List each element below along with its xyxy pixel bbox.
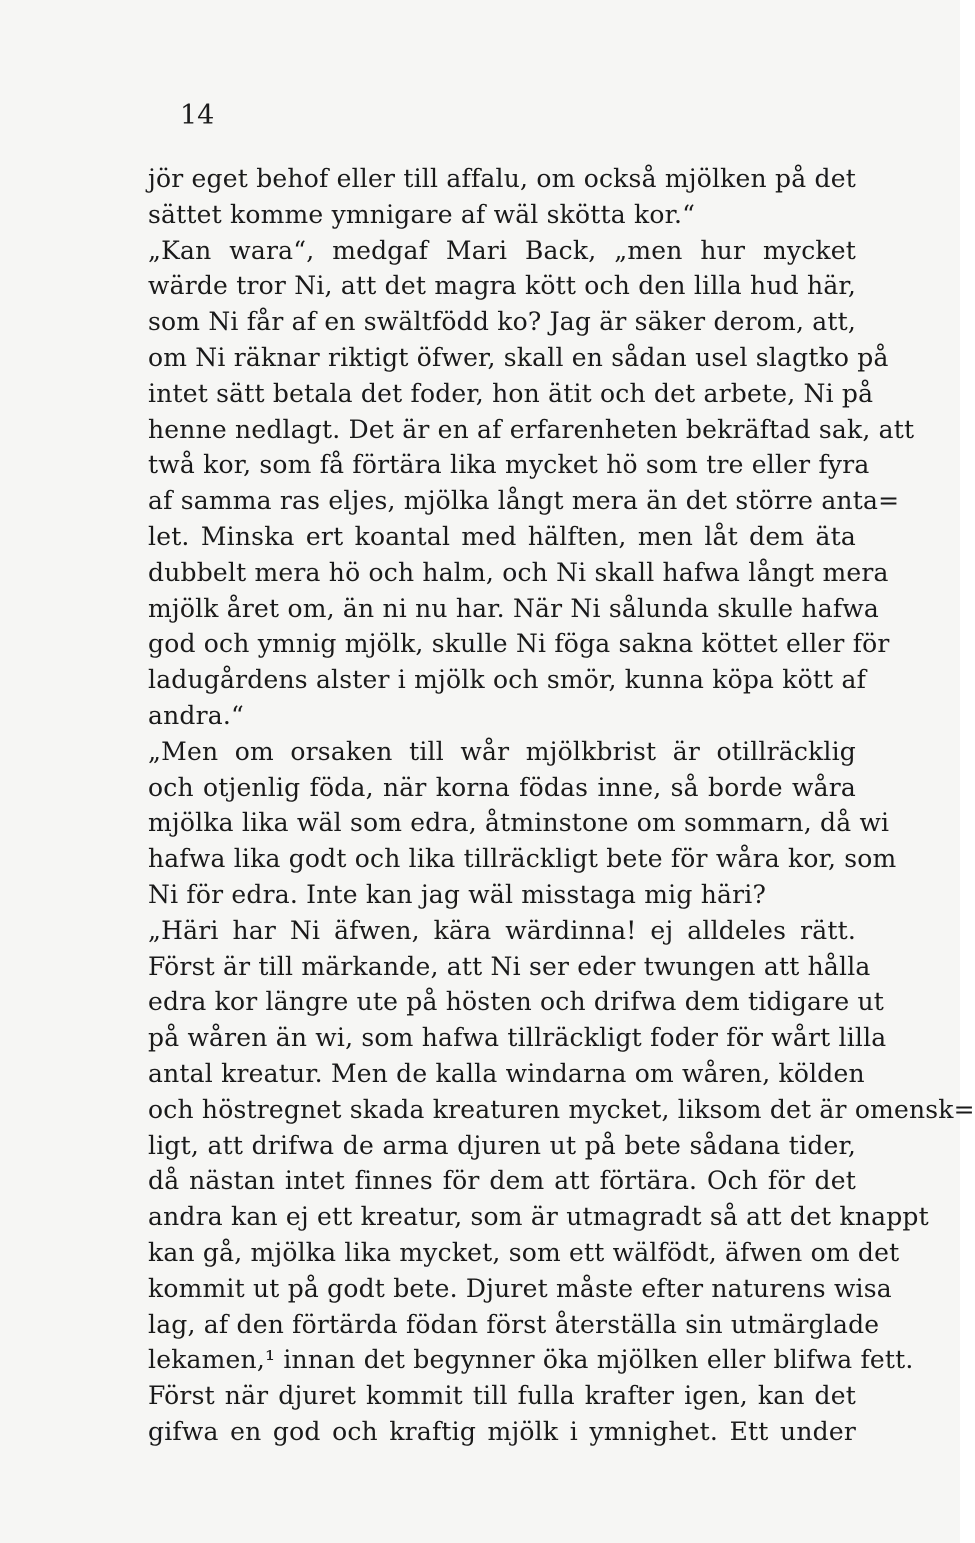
text-line: edra kor längre ute på hösten och drifwa dem tidigare ut <box>148 987 885 1017</box>
text-line: andra.“ <box>148 700 244 730</box>
text-line: let. Minska ert koantal med hälften, men låt dem äta <box>148 521 856 551</box>
text-line: Ni för edra. Inte kan jag wäl misstaga mig häri? <box>148 879 767 909</box>
text-line: antal kreatur. Men de kalla windarna om wåren, kölden <box>148 1058 865 1088</box>
text-line: wärde tror Ni, att det magra kött och den lilla hud här, <box>148 271 856 301</box>
text-line: mjölk året om, än ni nu har. När Ni sålunda skulle hafwa <box>148 593 879 623</box>
text-line: „Häri har Ni äfwen, kära wärdinna! ej alldeles rätt. <box>148 915 856 945</box>
text-line: „Kan wara“, medgaf Mari Back, „men hur mycket <box>148 235 856 265</box>
text-line: Först är till märkande, att Ni ser eder twungen att hålla <box>148 951 871 981</box>
text-line: mjölka lika wäl som edra, åtminstone om sommarn, då wi <box>148 808 890 838</box>
body-text <box>148 161 975 1450</box>
text-line: och otjenlig föda, när korna födas inne, så borde wåra <box>148 772 856 802</box>
text-line: på wåren än wi, som hafwa tillräckligt foder för wårt lilla <box>148 1023 887 1053</box>
text-line: gifwa en god och kraftig mjölk i ymnighet. Ett under <box>148 1416 856 1446</box>
text-line: lekamen,¹ innan det begynner öka mjölken eller blifwa fett. <box>148 1345 914 1375</box>
text-line: dubbelt mera hö och halm, och Ni skall hafwa långt mera <box>148 557 889 587</box>
text-line: twå kor, som få förtära lika mycket hö som tre eller fyra <box>148 450 870 480</box>
text-line: intet sätt betala det foder, hon ätit och det arbete, Ni på <box>148 378 874 408</box>
text-line: „Men om orsaken till wår mjölkbrist är otillräcklig <box>148 736 856 766</box>
text-line: god och ymnig mjölk, skulle Ni föga sakna köttet eller för <box>148 629 890 659</box>
text-line: kommit ut på godt bete. Djuret måste efter naturens wisa <box>148 1273 892 1303</box>
text-line: ligt, att drifwa de arma djuren ut på bete sådana tider, <box>148 1130 856 1160</box>
text-line: henne nedlagt. Det är en af erfarenheten bekräftad sak, att <box>148 414 915 444</box>
text-line: Först när djuret kommit till fulla krafter igen, kan det <box>148 1381 856 1411</box>
text-line: andra kan ej ett kreatur, som är utmagradt så att det knappt <box>148 1202 929 1232</box>
text-line: som Ni får af en swältfödd ko? Jag är säker derom, att, <box>148 307 856 337</box>
text-line: ladugårdens alster i mjölk och smör, kunna köpa kött af <box>148 665 867 695</box>
text-line: jör eget behof eller till affalu, om också mjölken på det <box>148 164 856 193</box>
text-line: sättet komme ymnigare af wäl skötta kor.“ <box>148 199 696 229</box>
text-line: då nästan intet finnes för dem att förtära. Och för det <box>148 1166 856 1196</box>
text-line: af samma ras eljes, mjölka långt mera än det större anta= <box>148 486 900 516</box>
page-number: 14 <box>180 100 215 131</box>
text-line: hafwa lika godt och lika tillräckligt bete för wåra kor, som <box>148 844 897 874</box>
text-line: lag, af den förtärda födan först återställa sin utmärglade <box>148 1309 880 1339</box>
text-line: och höstregnet skada kreaturen mycket, liksom det är omensk= <box>148 1094 975 1124</box>
text-line: kan gå, mjölka lika mycket, som ett wälfödt, äfwen om det <box>148 1237 900 1267</box>
text-line: om Ni räknar riktigt öfwer, skall en sådan usel slagtko på <box>148 342 889 372</box>
